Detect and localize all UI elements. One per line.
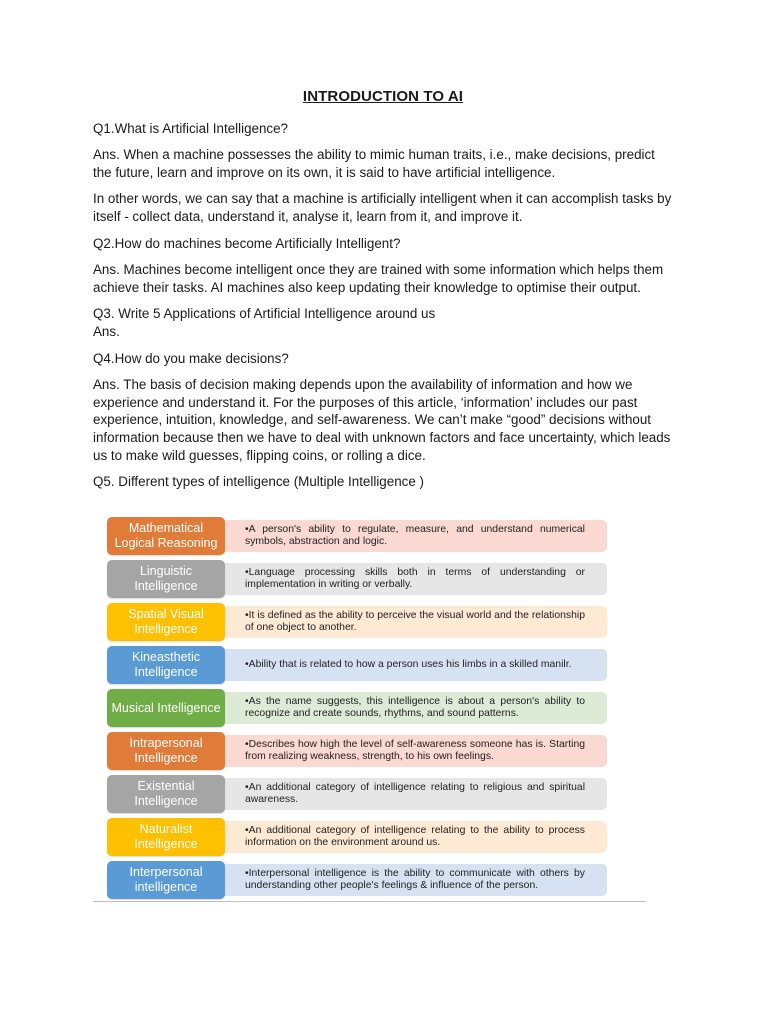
- answer-1-paragraph-2: In other words, we can say that a machine is artificially intelligent when it can accomplish tasks by itself - collect data, understand it, analyse it, learn from it, and improve it.: [93, 191, 672, 224]
- question-1: Q1.What is Artificial Intelligence?: [93, 120, 288, 136]
- intelligence-row: [107, 690, 607, 726]
- multiple-intelligence-table: [107, 518, 607, 905]
- intelligence-row: [107, 862, 607, 898]
- intelligence-description-text: It is defined as the ability to perceive the visual world and the relationship of one object to another.: [245, 609, 585, 633]
- intelligence-description: [221, 735, 607, 767]
- intelligence-description-text: A person's ability to regulate, measure, and understand numerical symbols, abstraction and logic.: [245, 523, 585, 547]
- intelligence-label: Musical Intelligence: [107, 689, 225, 727]
- bottom-divider: [93, 901, 646, 902]
- intelligence-description-text: As the name suggests, this intelligence is about a person's ability to recognize and create sounds, rhythms, and sound patterns.: [245, 695, 585, 719]
- intelligence-row: [107, 733, 607, 769]
- question-4: Q4.How do you make decisions?: [93, 350, 289, 366]
- intelligence-label: Linguistic Intelligence: [107, 560, 225, 598]
- bullet-glyph: •: [245, 658, 249, 670]
- intelligence-description-text: Language processing skills both in terms of understanding or implementation in writing or verbally.: [245, 566, 585, 590]
- bullet-glyph: •: [245, 609, 249, 621]
- page-title: INTRODUCTION TO AI: [302, 88, 464, 105]
- intelligence-description-text: Ability that is related to how a person uses his limbs in a skilled manilr.: [248, 658, 572, 670]
- intelligence-row: [107, 561, 607, 597]
- document-body: [93, 88, 673, 500]
- intelligence-row: [107, 518, 607, 554]
- intelligence-label: Mathematical Logical Reasoning: [107, 517, 225, 555]
- intelligence-row: [107, 604, 607, 640]
- bullet-glyph: •: [245, 867, 249, 879]
- answer-3: Ans.: [93, 323, 120, 339]
- intelligence-description-text: Interpersonal intelligence is the ability to communicate with others by understanding other people's feelings & influence of the person.: [245, 867, 585, 891]
- intelligence-description-text: An additional category of intelligence relating to the ability to process information on the environment around us.: [245, 824, 585, 848]
- intelligence-label: Existential Intelligence: [107, 775, 225, 813]
- intelligence-description-text: An additional category of intelligence relating to religious and spiritual awareness.: [245, 781, 585, 805]
- intelligence-row: [107, 819, 607, 855]
- intelligence-row: [107, 647, 607, 683]
- intelligence-label: Kineasthetic Intelligence: [107, 646, 225, 684]
- intelligence-description: [221, 864, 607, 896]
- intelligence-description: [221, 692, 607, 724]
- intelligence-description: [221, 778, 607, 810]
- intelligence-description: [221, 649, 607, 681]
- intelligence-description: [221, 606, 607, 638]
- answer-1-paragraph-1: Ans. When a machine possesses the ability to mimic human traits, i.e., make decisions, predict the future, learn and improve on its own, it is said to have artificial intelligence.: [93, 147, 655, 180]
- intelligence-label: Intrapersonal Intelligence: [107, 732, 225, 770]
- question-2: Q2.How do machines become Artificially Intelligent?: [93, 235, 401, 251]
- bullet-glyph: •: [245, 566, 249, 578]
- bullet-glyph: •: [245, 781, 249, 793]
- answer-4: Ans. The basis of decision making depends upon the availability of information and how we experience and understand it. For the purposes of this article, ‘information’ includes our past experience, intuition, knowledge, and self-awareness. We can’t make “good” decisions without information because then we have to deal with unknown factors and face uncertainty, which leads us to make wild guesses, flipping coins, or rolling a dice.: [93, 377, 671, 463]
- intelligence-label: Naturalist Intelligence: [107, 818, 225, 856]
- intelligence-row: [107, 776, 607, 812]
- answer-2: Ans. Machines become intelligent once they are trained with some information which helps them achieve their tasks. AI machines also keep updating their knowledge to optimise their output.: [93, 262, 664, 295]
- intelligence-description: [221, 821, 607, 853]
- intelligence-description: [221, 563, 607, 595]
- bullet-glyph: •: [245, 523, 249, 535]
- bullet-glyph: •: [245, 738, 249, 750]
- intelligence-description-text: Describes how high the level of self-awareness someone has is. Starting from realizing weakness, strength, to his own feelings.: [245, 738, 585, 762]
- question-3: Q3. Write 5 Applications of Artificial Intelligence around us: [93, 306, 436, 322]
- intelligence-description: [221, 520, 607, 552]
- question-5: Q5. Different types of intelligence (Multiple Intelligence ): [93, 474, 424, 490]
- question-3-block: [93, 305, 673, 340]
- bullet-glyph: •: [245, 695, 249, 707]
- bullet-glyph: •: [245, 824, 249, 836]
- intelligence-label: Spatial Visual Intelligence: [107, 603, 225, 641]
- intelligence-label: Interpersonal intelligence: [107, 861, 225, 899]
